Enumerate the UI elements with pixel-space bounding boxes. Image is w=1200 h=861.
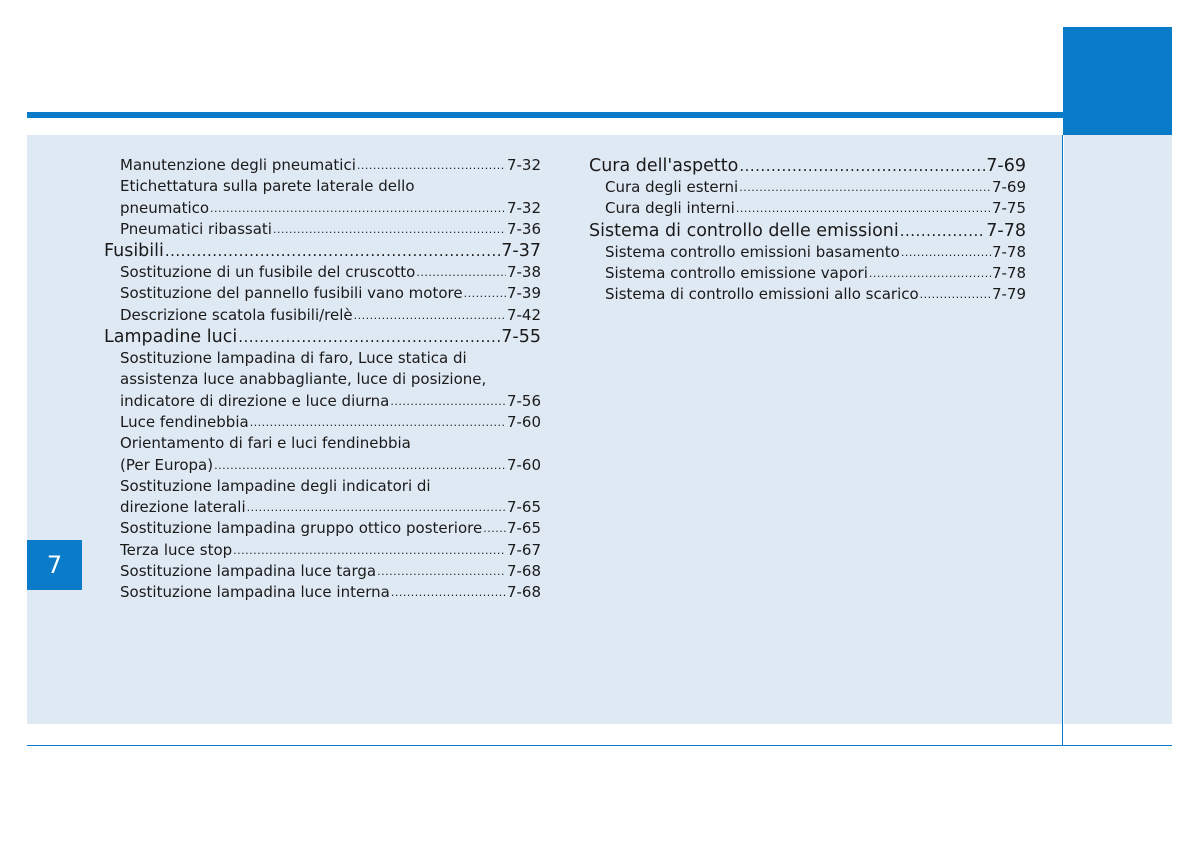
- toc-entry-row: [104, 155, 541, 176]
- toc-subsection-entry[interactable]: [104, 219, 541, 240]
- toc-entry-row: [104, 219, 541, 240]
- toc-page-number: 7-36: [506, 219, 541, 238]
- toc-subsection-entry[interactable]: [104, 262, 541, 283]
- toc-entry-title: direzione laterali: [120, 498, 246, 517]
- dot-leader: [739, 177, 991, 198]
- toc-entry-title: pneumatico: [120, 198, 210, 217]
- toc-entry-row: [104, 518, 541, 539]
- toc-entry-text-line: Orientamento di fari e luci fendinebbia: [120, 434, 411, 453]
- vertical-divider: [1062, 135, 1063, 746]
- toc-subsection-entry[interactable]: [104, 476, 541, 519]
- dot-leader: [416, 262, 506, 283]
- toc-entry-row: [104, 412, 541, 433]
- toc-page-number: 7-60: [506, 455, 541, 474]
- corner-color-block: [1063, 27, 1172, 135]
- toc-entry-title: Pneumatici ribassati: [120, 219, 272, 238]
- toc-subsection-entry[interactable]: [104, 433, 541, 476]
- dot-leader: [869, 263, 991, 284]
- toc-entry-row: [589, 220, 1026, 242]
- dot-leader: [464, 283, 506, 304]
- dot-leader: [377, 561, 506, 582]
- toc-entry-row: [104, 305, 541, 326]
- toc-page-number: 7-56: [506, 391, 541, 410]
- toc-subsection-entry[interactable]: [589, 242, 1026, 263]
- toc-section-entry[interactable]: [104, 240, 541, 262]
- toc-section-entry[interactable]: [589, 155, 1026, 177]
- toc-page-number: 7-55: [501, 327, 541, 348]
- toc-page-number: 7-38: [506, 263, 541, 282]
- toc-page-number: 7-78: [986, 220, 1026, 241]
- toc-entry-title: Manutenzione degli pneumatici: [120, 156, 356, 174]
- dot-leader: [483, 518, 506, 539]
- toc-entry-row: [589, 263, 1026, 284]
- toc-page-number: 7-69: [986, 156, 1026, 176]
- toc-subsection-entry[interactable]: [589, 284, 1026, 305]
- toc-subsection-entry[interactable]: [104, 412, 541, 433]
- dot-leader: [357, 155, 506, 176]
- toc-subsection-entry[interactable]: [589, 177, 1026, 198]
- toc-entry-text-line: Etichettatura sulla parete laterale dello: [120, 177, 415, 196]
- toc-page-number: 7-37: [501, 241, 541, 262]
- toc-entry-title: Descrizione scatola fusibili/relè: [120, 305, 353, 324]
- toc-entry-row: [104, 391, 541, 412]
- toc-subsection-entry[interactable]: [104, 305, 541, 326]
- toc-left-column: [104, 155, 541, 604]
- toc-page-number: 7-32: [506, 198, 541, 217]
- toc-entry-row: [104, 240, 541, 262]
- toc-subsection-entry[interactable]: [104, 582, 541, 603]
- dot-leader: [250, 412, 506, 433]
- toc-entry-row: [104, 198, 541, 219]
- dot-leader: [165, 240, 500, 262]
- toc-entry-row: [104, 540, 541, 561]
- toc-entry-row: [104, 283, 541, 304]
- toc-entry-row: [589, 198, 1026, 219]
- toc-entry-title: Sostituzione lampadina gruppo ottico posteriore: [120, 519, 483, 538]
- toc-subsection-entry[interactable]: [104, 540, 541, 561]
- dot-leader: [739, 155, 985, 177]
- toc-entry-row: [104, 497, 541, 518]
- toc-page-number: 7-68: [506, 562, 541, 581]
- dot-leader: [247, 497, 506, 518]
- toc-page-number: 7-65: [506, 498, 541, 517]
- footer-rule: [27, 745, 1172, 746]
- dot-leader: [210, 198, 506, 219]
- toc-entry-title: Fusibili: [104, 241, 164, 262]
- toc-entry-title: Sostituzione lampadina luce targa: [120, 562, 377, 581]
- dot-leader: [736, 198, 991, 219]
- toc-entry-row: [589, 177, 1026, 198]
- dot-leader: [901, 242, 991, 263]
- toc-entry-title: Cura degli esterni: [605, 178, 739, 196]
- toc-subsection-entry[interactable]: [104, 155, 541, 176]
- toc-entry-row: [589, 155, 1026, 177]
- toc-page-number: 7-65: [506, 519, 541, 538]
- toc-entry-text-line: assistenza luce anabbagliante, luce di posizione,: [120, 370, 487, 389]
- toc-entry-row: [104, 582, 541, 603]
- toc-entry-title: Lampadine luci: [104, 327, 238, 348]
- toc-page-number: 7-32: [506, 156, 541, 174]
- toc-entry-title: Terza luce stop: [120, 540, 233, 559]
- toc-page-number: 7-68: [506, 583, 541, 602]
- toc-subsection-entry[interactable]: [104, 348, 541, 412]
- toc-page-number: 7-60: [506, 412, 541, 431]
- toc-entry-title: Sostituzione del pannello fusibili vano motore: [120, 284, 463, 303]
- toc-page-number: 7-39: [506, 284, 541, 303]
- toc-entry-text-line: Sostituzione lampadine degli indicatori di: [120, 476, 431, 495]
- toc-subsection-entry[interactable]: [104, 518, 541, 539]
- dot-leader: [233, 540, 506, 561]
- toc-right-column: [589, 155, 1026, 305]
- toc-entry-title: Sistema di controllo emissioni allo scarico: [605, 285, 919, 304]
- toc-entry-title: Sistema di controllo delle emissioni: [589, 220, 899, 241]
- toc-subsection-entry[interactable]: [589, 198, 1026, 219]
- dot-leader: [391, 582, 506, 603]
- toc-page-number: 7-79: [991, 285, 1026, 304]
- toc-subsection-entry[interactable]: [104, 561, 541, 582]
- dot-leader: [273, 219, 506, 240]
- toc-entry-title: Cura dell'aspetto: [589, 156, 739, 176]
- toc-entry-text-line: Sostituzione lampadina di faro, Luce statica di: [120, 349, 467, 368]
- dot-leader: [920, 284, 991, 305]
- toc-entry-title: Sostituzione lampadina luce interna: [120, 583, 390, 602]
- side-margin-panel: [1064, 135, 1172, 724]
- toc-entry-row: [104, 455, 541, 476]
- toc-entry-title: Cura degli interni: [605, 199, 735, 218]
- toc-section-entry[interactable]: [589, 220, 1026, 242]
- toc-page-number: 7-67: [506, 540, 541, 559]
- toc-page-number: 7-75: [991, 199, 1026, 218]
- toc-subsection-entry[interactable]: [104, 283, 541, 304]
- dot-leader: [390, 391, 506, 412]
- toc-entry-title: Sistema controllo emissione vapori: [605, 263, 868, 282]
- toc-subsection-entry[interactable]: [589, 263, 1026, 284]
- dot-leader: [354, 305, 506, 326]
- toc-entry-row: [104, 561, 541, 582]
- toc-page-number: 7-69: [991, 178, 1026, 196]
- toc-entry-title: Sostituzione di un fusibile del cruscotto: [120, 263, 416, 282]
- toc-entry-row: [104, 326, 541, 348]
- toc-page-number: 7-78: [991, 263, 1026, 282]
- toc-entry-title: (Per Europa): [120, 455, 214, 474]
- toc-page-number: 7-42: [506, 305, 541, 324]
- dot-leader: [214, 455, 506, 476]
- toc-entry-title: Sistema controllo emissioni basamento: [605, 242, 900, 261]
- toc-page-number: 7-78: [991, 242, 1026, 261]
- dot-leader: [238, 326, 500, 348]
- toc-subsection-entry[interactable]: [104, 176, 541, 219]
- toc-entry-title: indicatore di direzione e luce diurna: [120, 391, 390, 410]
- dot-leader: [900, 220, 986, 242]
- chapter-tab: 7: [27, 540, 82, 590]
- toc-entry-title: Luce fendinebbia: [120, 412, 249, 431]
- toc-section-entry[interactable]: [104, 326, 541, 348]
- toc-entry-row: [589, 284, 1026, 305]
- toc-entry-row: [104, 262, 541, 283]
- toc-entry-row: [589, 242, 1026, 263]
- header-rule: [27, 112, 1063, 118]
